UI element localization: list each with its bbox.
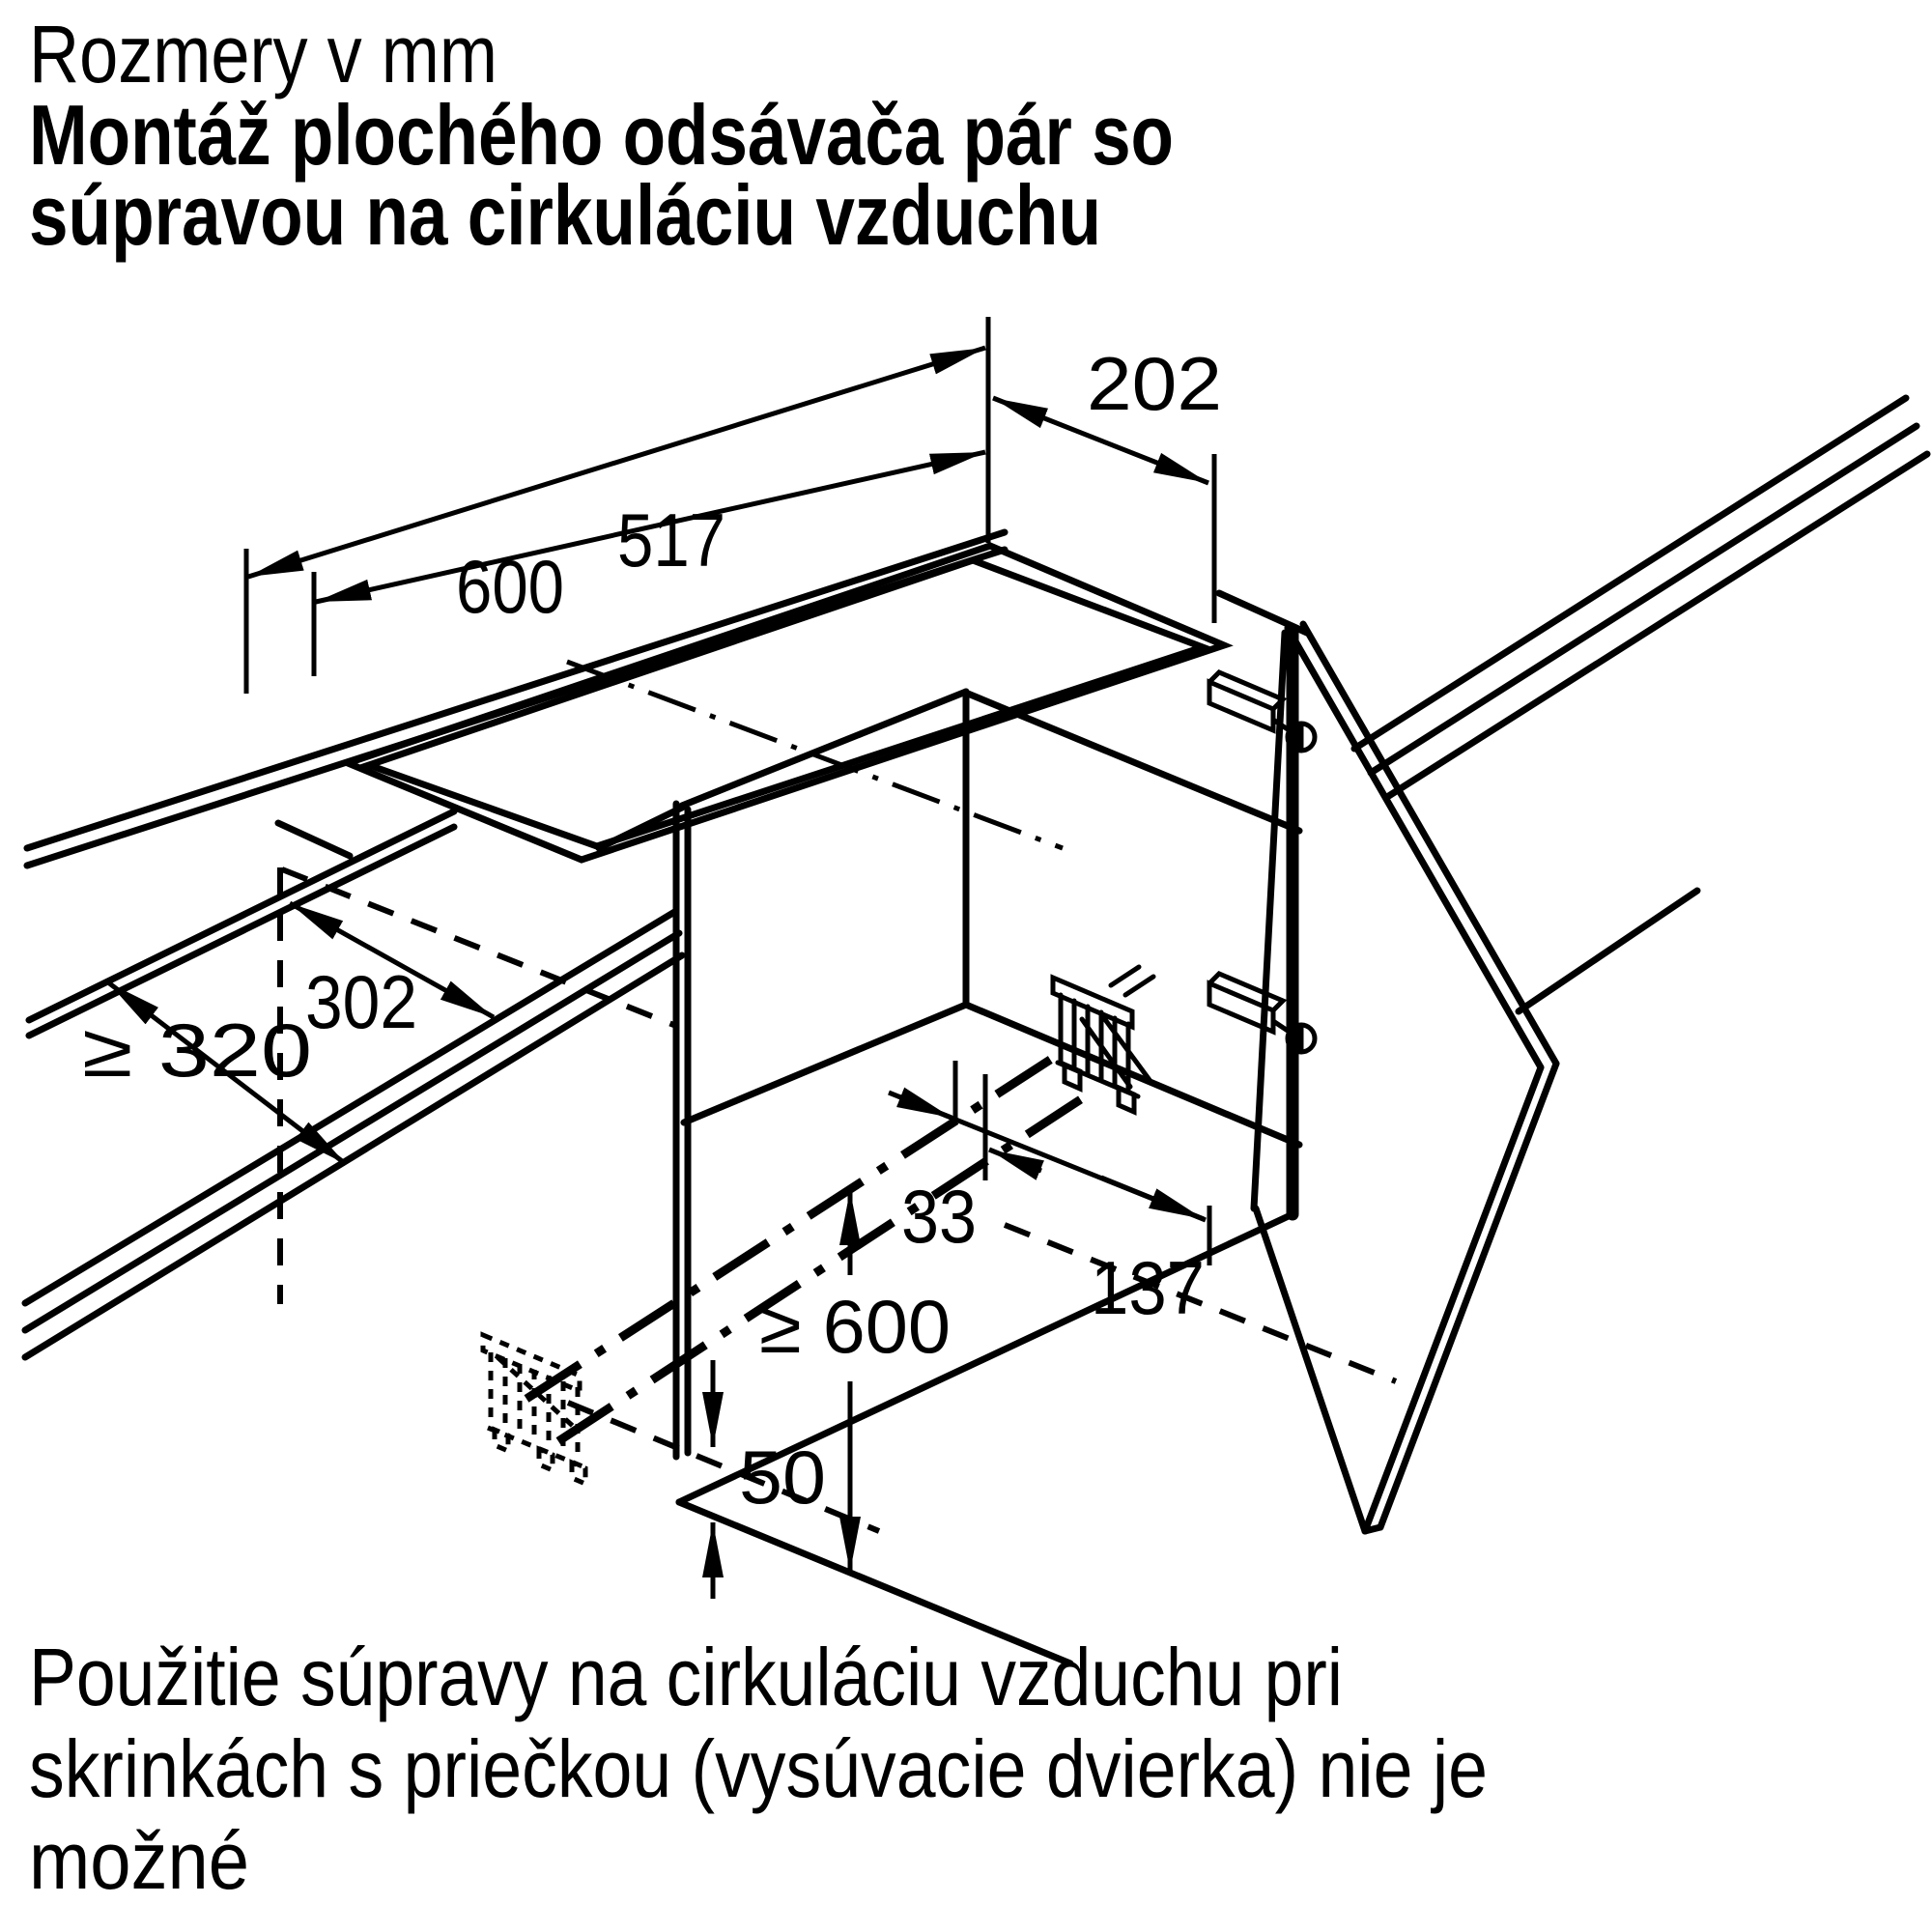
worktop-front-edge-right-2	[1371, 426, 1917, 773]
arrow-137	[1101, 1178, 1204, 1219]
dimension-302	[290, 903, 494, 1044]
hinge-top	[1209, 672, 1315, 751]
partition-bottom-hidden-edge	[568, 1403, 879, 1531]
door-hinge-edge	[1254, 633, 1285, 1208]
hinge-plate-top-face	[1209, 672, 1283, 709]
arrow-33-left	[898, 1096, 952, 1118]
door-bottom-edge	[1256, 1208, 1365, 1531]
bracket-pin	[1125, 977, 1153, 995]
page-title-line1: Montáž plochého odsávača pár so	[29, 87, 1174, 183]
recirculation-bracket	[1053, 967, 1153, 1112]
footer-note-line1: Použitie súpravy na cirkuláciu vzduchu pri	[29, 1632, 1343, 1722]
door-outer-edge-inner	[1365, 1067, 1541, 1531]
dimension-label-302: 302	[305, 959, 417, 1044]
door-top-edge-outer	[1303, 624, 1556, 1064]
worktop-left-end-cut	[278, 823, 350, 856]
worktop-front-lower-edge-right	[1519, 891, 1697, 1011]
dimension-label-600: 600	[456, 544, 564, 629]
duct-axis-upper	[567, 662, 1063, 848]
header	[29, 9, 1174, 263]
dimension-label-320: ≥ 320	[82, 1008, 312, 1093]
footer-note	[29, 1632, 1488, 1906]
door-outer-edge-outer	[1380, 1064, 1556, 1527]
footer-note-line2: skrinkách s priečkou (vysúvacie dvierka) nie je	[29, 1723, 1488, 1814]
page-title-line2: súpravou na cirkuláciu vzduchu	[29, 167, 1101, 263]
page-subtitle: Rozmery v mm	[29, 9, 497, 99]
bracket-top-bar	[1053, 978, 1132, 1027]
duct-axis-lower-2	[558, 1094, 1090, 1441]
dimension-label-202: 202	[1087, 341, 1222, 426]
dimensions	[82, 317, 1222, 1599]
dimension-320	[82, 982, 346, 1164]
cabinet-door-open	[1254, 624, 1556, 1531]
dimension-label-50: 50	[739, 1435, 826, 1520]
footer-note-line3: možné	[29, 1815, 249, 1906]
dimension-label-600min: ≥ 600	[759, 1284, 951, 1369]
dimension-label-517: 517	[617, 497, 725, 582]
recirculation-grille-hidden	[483, 1335, 587, 1484]
dimension-label-33: 33	[901, 1174, 977, 1259]
dimension-label-137: 137	[1091, 1245, 1205, 1330]
hinge-plate-top-face	[1209, 974, 1283, 1010]
cabinet	[568, 633, 1299, 1663]
bracket-foot	[1065, 1065, 1080, 1089]
cabinet-back-wall-top-edge	[968, 694, 1299, 831]
worktop-front-edge-right-1	[1354, 398, 1906, 749]
dimension-202	[993, 341, 1222, 483]
worktop-front-edge-right-3	[1387, 454, 1927, 797]
door-top-edge-inner	[1288, 628, 1541, 1067]
bracket-pin	[1111, 967, 1139, 985]
bracket-foot	[1119, 1088, 1134, 1112]
